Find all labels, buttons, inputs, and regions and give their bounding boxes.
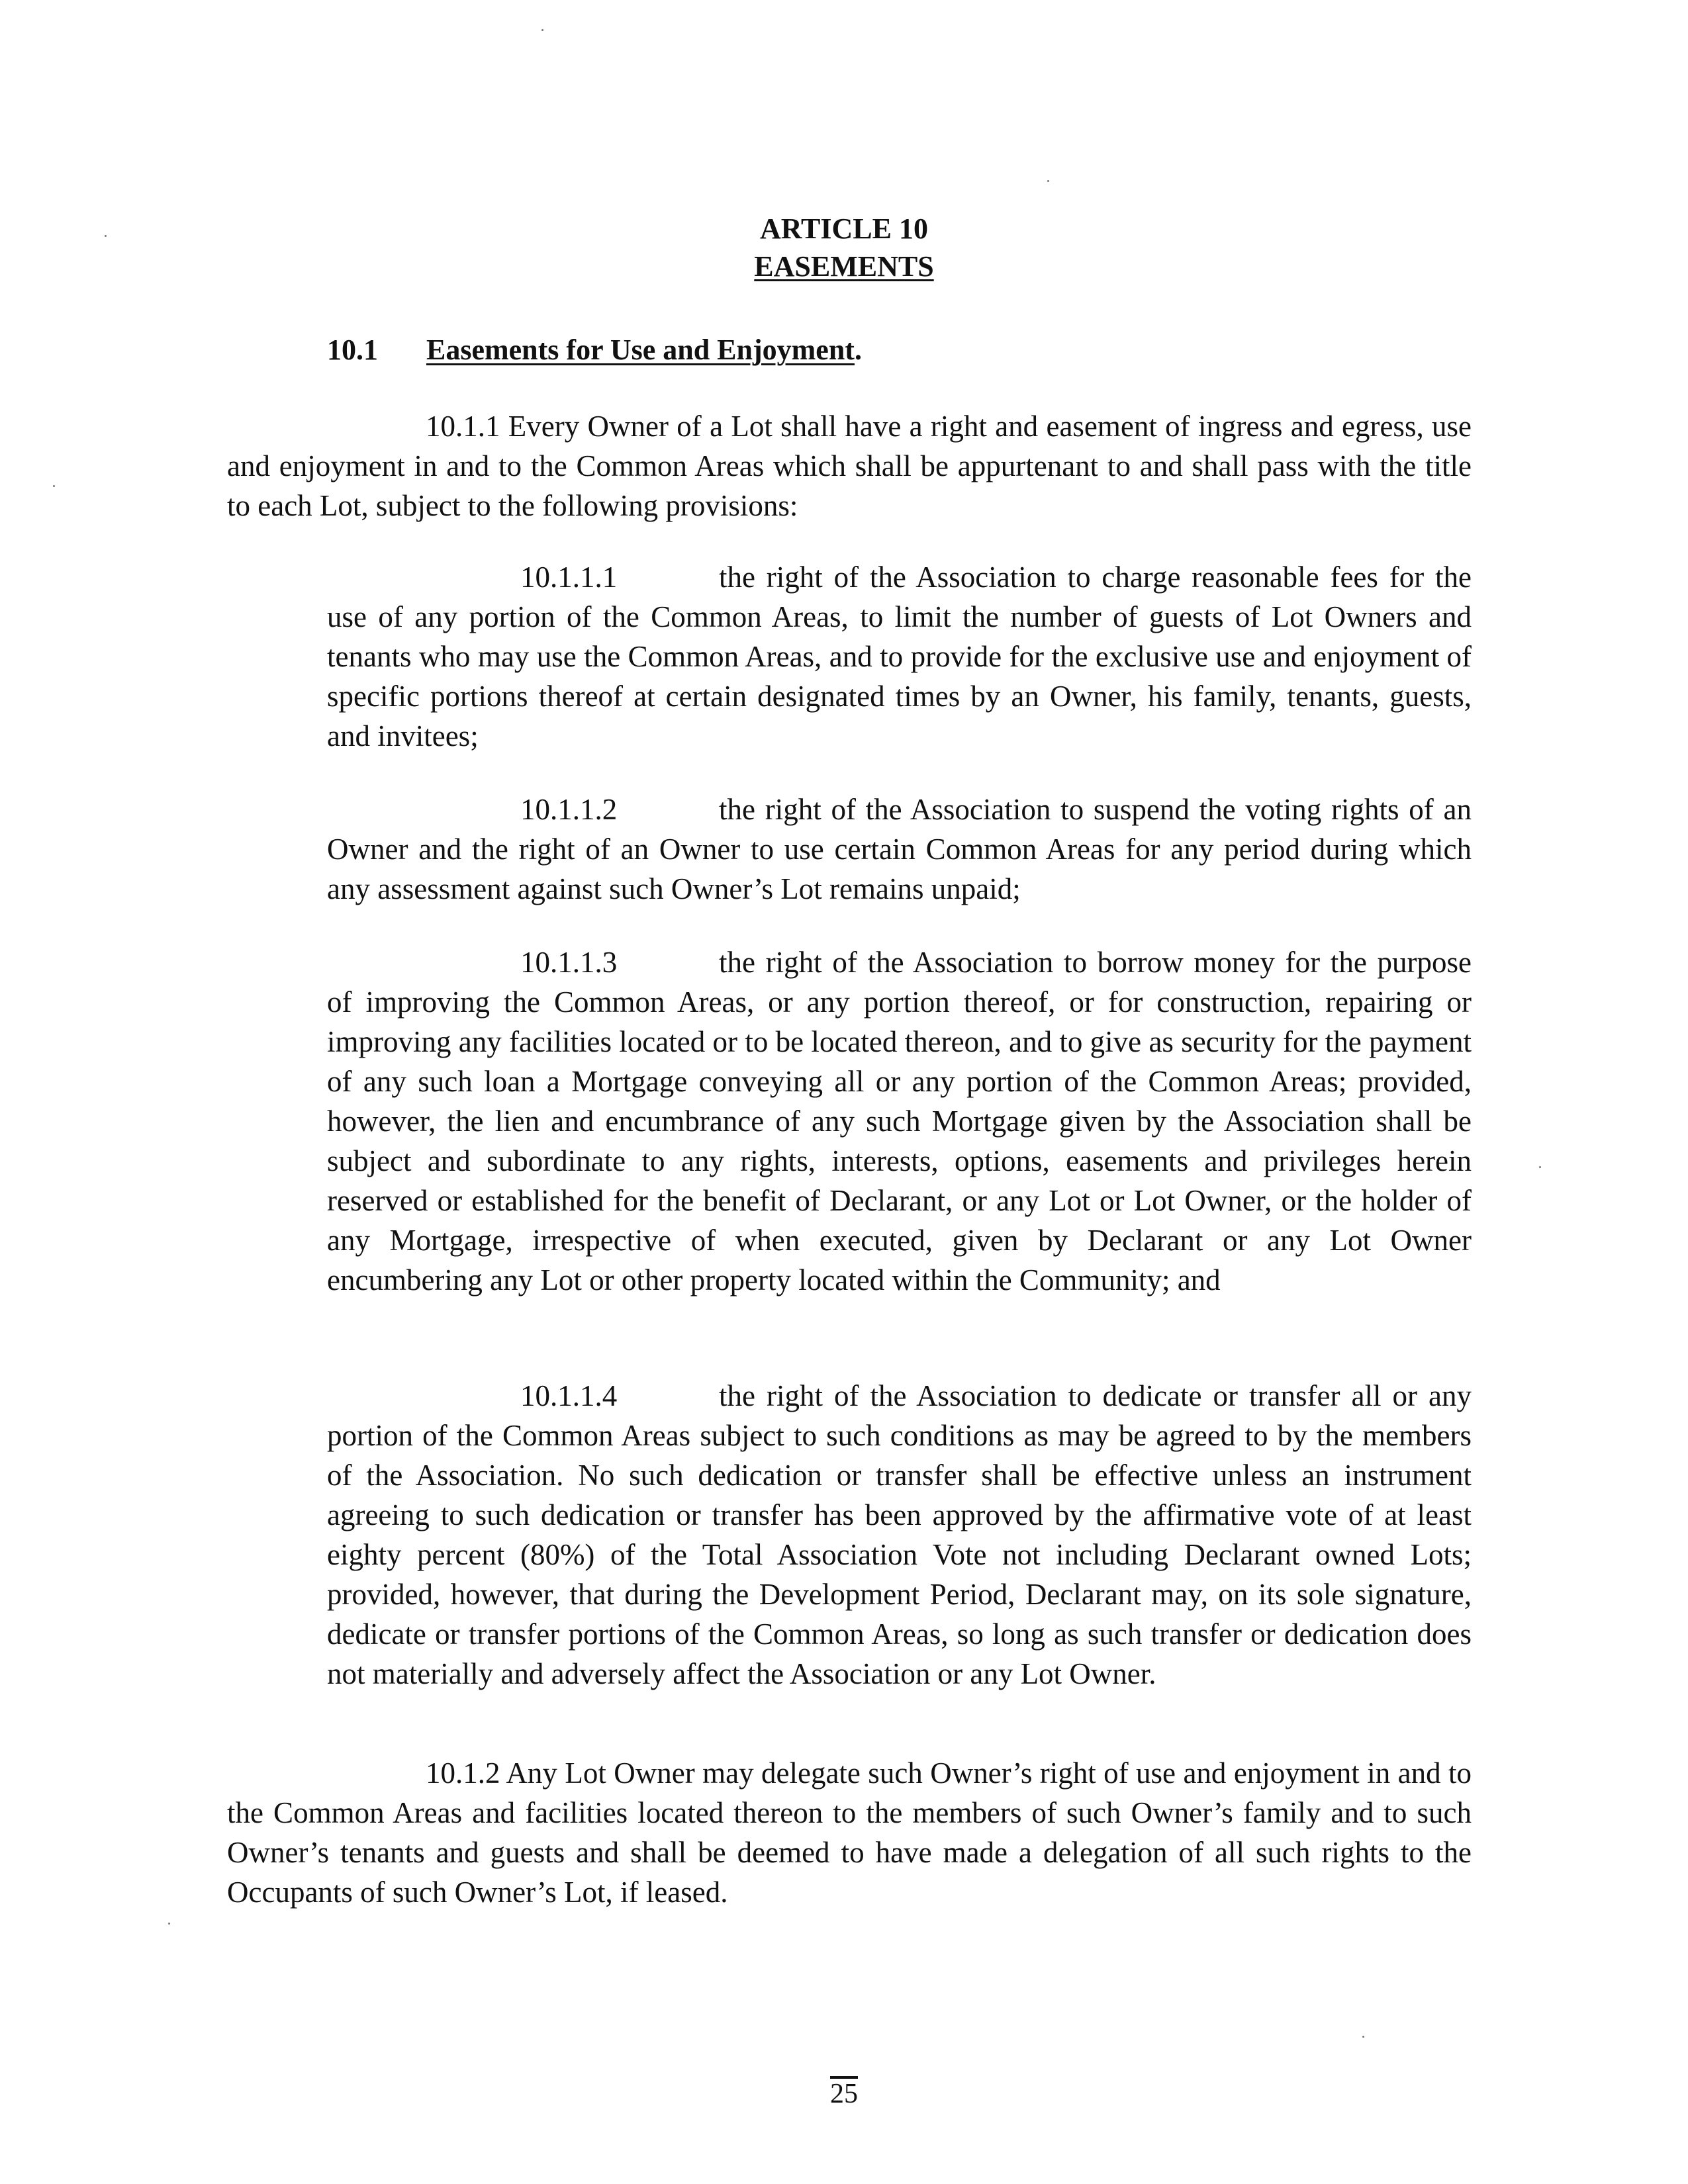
scan-speck	[541, 29, 543, 31]
paragraph-number: 10.1.1	[426, 410, 500, 443]
page-number	[0, 2077, 1688, 2111]
section-number: 10.1	[327, 334, 378, 366]
paragraph-10-1-1-2	[327, 790, 1472, 909]
scan-speck	[1047, 180, 1049, 182]
article-title: ARTICLE 10	[760, 212, 928, 245]
section-heading	[327, 332, 862, 369]
paragraph-number: 10.1.2	[426, 1756, 500, 1790]
paragraph-number: 10.1.1.4	[520, 1379, 618, 1412]
paragraph-text: Every Owner of a Lot shall have a right and easement of ingress and egress, use and enjoyment in and to the Common Areas which shall be appurtenant to and shall pass with the title to each Lot, subject to the following provisions:	[227, 410, 1472, 522]
paragraph-number: 10.1.1.1	[520, 561, 618, 594]
scan-speck	[168, 1923, 170, 1925]
paragraph-10-1-1-3	[327, 942, 1472, 1300]
paragraph-text: the right of the Association to dedicate or transfer all or any portion of the Common Areas subject to such conditions as may be agreed to by the members of the Association. No such dedication or transfer shall be effective unless an instrument agreeing to such dedication or transfer has been approved by the affirmative vote of at least eighty percent (80%) of the Total Association Vote not including Declarant owned Lots; provided, however, that during the Development Period, Declarant may, on its sole signature, dedicate or transfer portions of the Common Areas, so long as such transfer or dedication does not materially and adversely affect the Association or any Lot Owner.	[327, 1379, 1472, 1690]
paragraph-10-1-1-1	[327, 557, 1472, 756]
paragraph-text: the right of the Association to suspend the voting rights of an Owner and the right of an Owner to use certain Common Areas for any period during which any assessment against such Owner’s Lot remains unpaid;	[327, 793, 1472, 905]
paragraph-text: the right of the Association to charge reasonable fees for the use of any portion of the Common Areas, to limit the number of guests of Lot Owners and tenants who may use the Common Areas, and to provide for the exclusive use and enjoyment of specific portions thereof at certain designated times by an Owner, his family, tenants, guests, and invitees;	[327, 561, 1472, 752]
paragraph-number: 10.1.1.3	[520, 946, 618, 979]
paragraph-text: the right of the Association to borrow money for the purpose of improving the Common Areas, or any portion thereof, or for construction, repairing or improving any facilities located or to be located thereon, and to give as security for the payment of any such loan a Mortgage conveying all or any portion of the Common Areas; provided, however, the lien and encumbrance of any such Mortgage given by the Association shall be subject and subordinate to any rights, interests, options, easements and privileges herein reserved or established for the benefit of Declarant, or any Lot or Lot Owner, or the holder of any Mortgage, irrespective of when executed, given by Declarant or any Lot Owner encumbering any Lot or other property located within the Community; and	[327, 946, 1472, 1297]
page-number-text: 25	[830, 2079, 858, 2109]
scan-speck	[53, 485, 55, 487]
scan-speck	[105, 235, 107, 237]
section-title: Easements for Use and Enjoyment	[426, 334, 855, 366]
paragraph-10-1-1	[227, 406, 1472, 525]
paragraph-10-1-2	[227, 1753, 1472, 1912]
paragraph-text: Any Lot Owner may delegate such Owner’s right of use and enjoyment in and to the Common Areas and facilities located thereon to the members of such Owner’s family and to such Owner’s tenants and guests and shall be deemed to have made a delegation of all such rights to the Occupants of such Owner’s Lot, if leased.	[227, 1756, 1472, 1909]
scan-speck	[1362, 2036, 1364, 2038]
section-title-period: .	[854, 334, 862, 366]
paragraph-number: 10.1.1.2	[520, 793, 618, 826]
paragraph-10-1-1-4	[327, 1376, 1472, 1694]
article-subtitle: EASEMENTS	[754, 250, 934, 283]
scan-speck	[1539, 1166, 1541, 1168]
